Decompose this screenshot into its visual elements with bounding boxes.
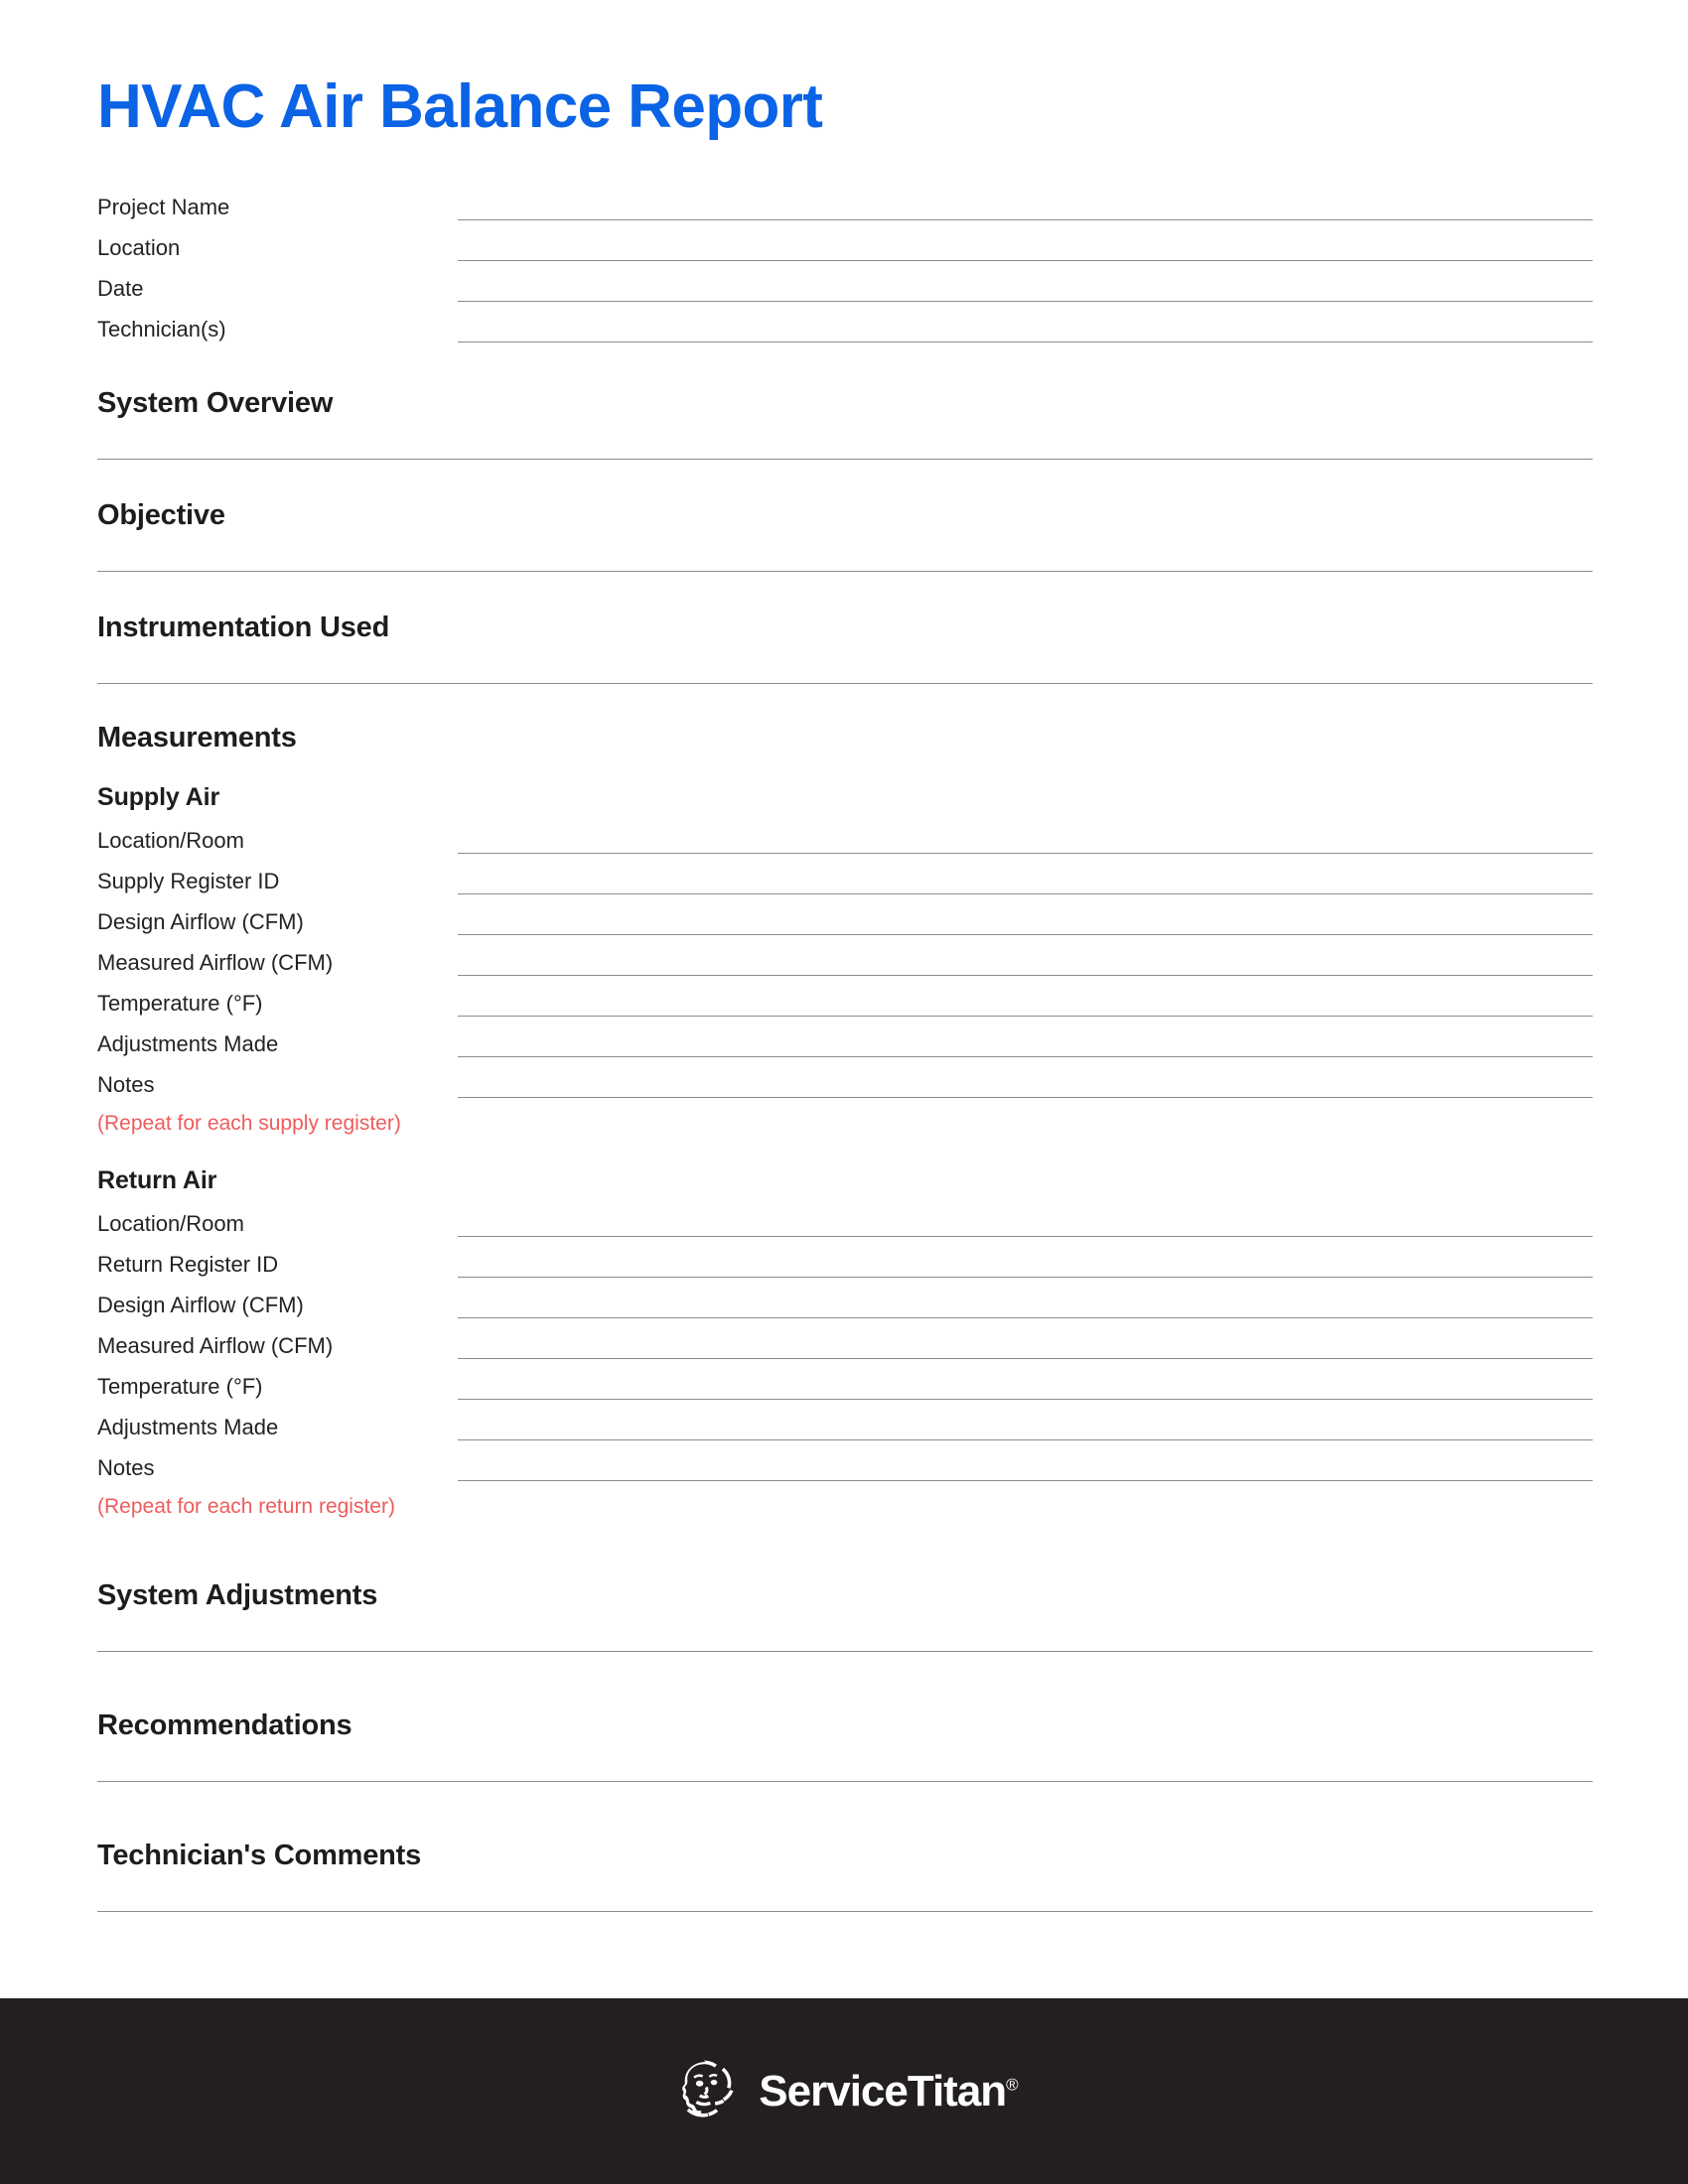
return-row-measured-airflow[interactable] — [97, 1323, 1593, 1364]
supply-label-notes: Notes — [97, 1071, 155, 1097]
section-technicians-comments — [97, 1838, 1593, 1912]
return-row-adjustments-made[interactable] — [97, 1405, 1593, 1445]
servicetitan-brand-lockup — [669, 2056, 1018, 2127]
supply-input-register-id[interactable] — [458, 893, 1593, 894]
return-input-register-id[interactable] — [458, 1277, 1593, 1278]
supply-row-design-airflow[interactable] — [97, 899, 1593, 940]
field-row-location[interactable] — [97, 225, 1593, 266]
section-writing-area-recommendations[interactable] — [97, 1781, 1593, 1782]
return-label-temperature: Temperature (°F) — [97, 1373, 263, 1399]
section-title-objective: Objective — [97, 498, 225, 531]
return-input-notes[interactable] — [458, 1480, 1593, 1481]
section-title-system-adjustments: System Adjustments — [97, 1578, 378, 1611]
section-system-adjustments — [97, 1577, 1593, 1652]
field-label-date: Date — [97, 275, 144, 301]
return-input-location-room[interactable] — [458, 1236, 1593, 1237]
return-input-temperature[interactable] — [458, 1399, 1593, 1400]
return-label-measured-airflow: Measured Airflow (CFM) — [97, 1332, 334, 1358]
section-title-recommendations: Recommendations — [97, 1708, 352, 1741]
return-label-design-airflow: Design Airflow (CFM) — [97, 1292, 304, 1317]
field-input-date[interactable] — [458, 301, 1593, 302]
page-footer — [0, 1998, 1688, 2184]
section-writing-area-instrumentation-used[interactable] — [97, 683, 1593, 684]
supply-input-adjustments-made[interactable] — [458, 1056, 1593, 1057]
field-input-location[interactable] — [458, 260, 1593, 261]
return-label-adjustments-made: Adjustments Made — [97, 1414, 279, 1439]
subsection-title-supply-air: Supply Air — [97, 782, 220, 811]
subsection-supply-air — [97, 781, 1593, 1139]
section-title-system-overview: System Overview — [97, 386, 334, 419]
return-label-location-room: Location/Room — [97, 1210, 244, 1236]
section-instrumentation-used — [97, 610, 1593, 684]
field-row-date[interactable] — [97, 266, 1593, 307]
section-title-instrumentation-used: Instrumentation Used — [97, 611, 390, 643]
return-row-location-room[interactable] — [97, 1201, 1593, 1242]
supply-row-location-room[interactable] — [97, 818, 1593, 859]
return-repeat-note: (Repeat for each return register) — [97, 1494, 395, 1518]
servicetitan-wordmark-text: ServiceTitan — [759, 2066, 1007, 2116]
supply-row-notes[interactable] — [97, 1062, 1593, 1103]
return-input-adjustments-made[interactable] — [458, 1439, 1593, 1440]
field-input-technicians[interactable] — [458, 341, 1593, 342]
return-row-register-id[interactable] — [97, 1242, 1593, 1283]
supply-label-measured-airflow: Measured Airflow (CFM) — [97, 949, 334, 975]
supply-input-temperature[interactable] — [458, 1016, 1593, 1017]
section-system-overview — [97, 385, 1593, 460]
servicetitan-wordmark — [759, 2066, 1019, 2116]
page-title: HVAC Air Balance Report — [97, 72, 823, 141]
section-title-measurements: Measurements — [97, 721, 297, 753]
supply-row-adjustments-made[interactable] — [97, 1022, 1593, 1062]
supply-label-register-id: Supply Register ID — [97, 868, 280, 893]
supply-row-register-id[interactable] — [97, 859, 1593, 899]
field-label-project-name: Project Name — [97, 194, 230, 219]
field-row-technicians[interactable] — [97, 307, 1593, 347]
return-label-notes: Notes — [97, 1454, 155, 1480]
return-label-register-id: Return Register ID — [97, 1251, 279, 1277]
field-row-project-name[interactable] — [97, 185, 1593, 225]
supply-label-design-airflow: Design Airflow (CFM) — [97, 908, 304, 934]
field-label-technicians: Technician(s) — [97, 316, 226, 341]
section-objective — [97, 497, 1593, 572]
supply-row-temperature[interactable] — [97, 981, 1593, 1022]
return-row-design-airflow[interactable] — [97, 1283, 1593, 1323]
return-input-measured-airflow[interactable] — [458, 1358, 1593, 1359]
section-writing-area-objective[interactable] — [97, 571, 1593, 572]
registered-trademark-icon: ® — [1006, 2074, 1019, 2094]
supply-input-notes[interactable] — [458, 1097, 1593, 1098]
section-writing-area-system-adjustments[interactable] — [97, 1651, 1593, 1652]
return-input-design-airflow[interactable] — [458, 1317, 1593, 1318]
supply-row-measured-airflow[interactable] — [97, 940, 1593, 981]
servicetitan-titan-head-logo-icon — [669, 2056, 741, 2127]
section-writing-area-system-overview[interactable] — [97, 459, 1593, 460]
subsection-return-air — [97, 1164, 1593, 1522]
field-label-location: Location — [97, 234, 181, 260]
subsection-title-return-air: Return Air — [97, 1165, 217, 1194]
supply-label-location-room: Location/Room — [97, 827, 244, 853]
project-info-fields — [97, 185, 1593, 347]
supply-input-measured-airflow[interactable] — [458, 975, 1593, 976]
section-title-technicians-comments: Technician's Comments — [97, 1839, 422, 1871]
supply-input-location-room[interactable] — [458, 853, 1593, 854]
supply-repeat-note: (Repeat for each supply register) — [97, 1111, 401, 1135]
section-recommendations — [97, 1707, 1593, 1782]
report-content — [97, 0, 1593, 1912]
supply-label-temperature: Temperature (°F) — [97, 990, 263, 1016]
supply-label-adjustments-made: Adjustments Made — [97, 1030, 279, 1056]
return-row-notes[interactable] — [97, 1445, 1593, 1486]
return-row-temperature[interactable] — [97, 1364, 1593, 1405]
section-writing-area-technicians-comments[interactable] — [97, 1911, 1593, 1912]
supply-input-design-airflow[interactable] — [458, 934, 1593, 935]
field-input-project-name[interactable] — [458, 219, 1593, 220]
